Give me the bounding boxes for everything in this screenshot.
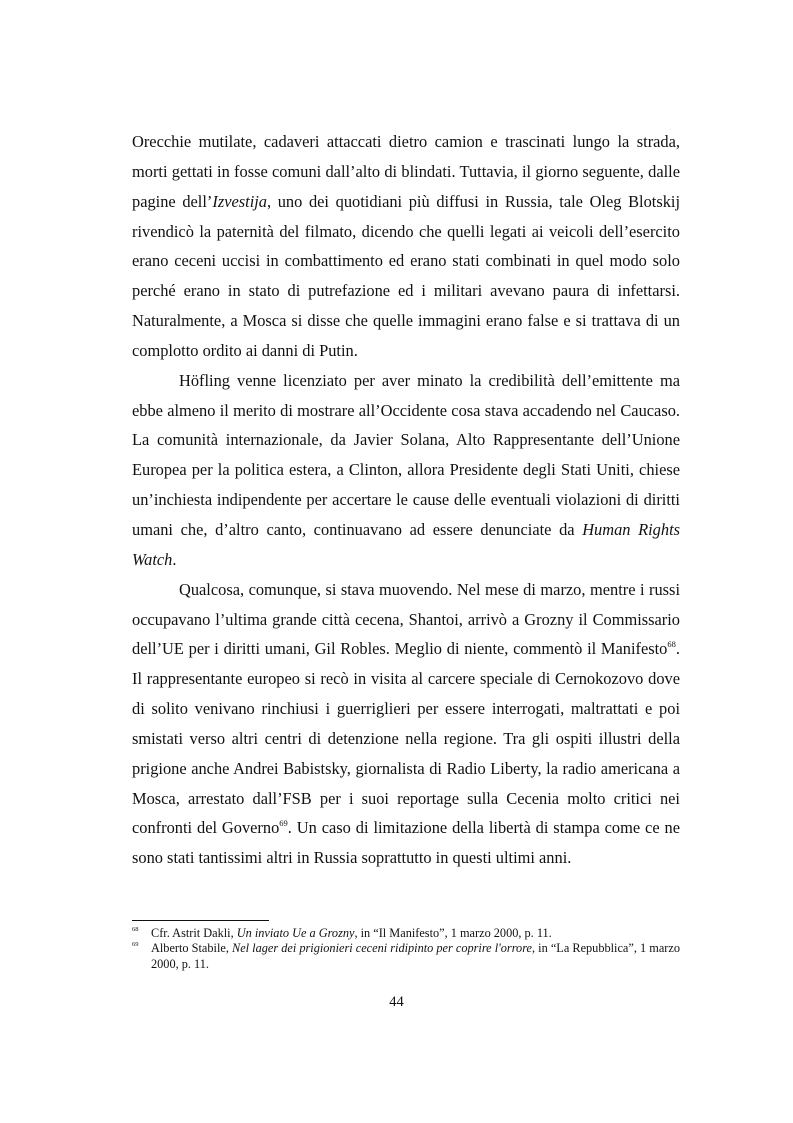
paragraph-3-text-a: Qualcosa, comunque, si stava muovendo. Nel mese di marzo, mentre i russi occupavano l’ultima grande città cecena, Shantoi, arrivò a Grozny il Commissario dell’UE per i diritti umani, Gil Robles. Meglio di niente, commentò il Manifesto: [132, 579, 680, 659]
paragraph-2-text-a: Höfling venne licenziato per aver minato la credibilità dell’emittente ma ebbe almeno il merito di mostrare all’Occidente cosa stava accadendo nel Caucaso. La comunità internazionale, da Javier Solana, Alto Rappresentante dell’Unione Europea per la politica estera, a Clinton, allora Presidente degli Stati Uniti, chiese un’inchiesta indipendente per accertare le cause delle eventuali violazioni di diritti umani che, d’altro canto, continuavano ad essere denunciate da: [132, 370, 680, 539]
body-text: [132, 127, 680, 873]
paragraph-3-text-c: . Un caso di limitazione della libertà di stampa come ce ne sono stati tantissimi altri in Russia soprattutto in questi ultimi anni.: [132, 818, 680, 868]
footnote-source: , in “Il Manifesto”, 1 marzo 2000, p. 11.: [354, 926, 552, 940]
newspaper-title-izvestija: Izvestija: [212, 191, 267, 211]
footnote-source: , in “La Repubblica”, 1 marzo 2000, p. 11.: [151, 941, 680, 971]
footnote-ref-68[interactable]: 68: [667, 639, 676, 650]
paragraph-2-text-b: .: [172, 549, 177, 569]
footnote-number: 68: [132, 926, 139, 933]
footnote-number: 69: [132, 941, 139, 949]
footnote-article-title: Un inviato Ue a Grozny: [236, 926, 355, 940]
organization-name-hrw: Human Rights Watch: [132, 519, 680, 569]
paragraph-1: [132, 127, 680, 366]
footnote-text: Alberto Stabile,: [151, 941, 232, 956]
paragraph-1-text-a: Orecchie mutilate, cadaveri attaccati dietro camion e trascinati lungo la strada, morti gettati in fosse comuni dall’alto di blindati. Tuttavia, il giorno seguente, dalle pagine dell’: [132, 132, 680, 211]
footnote-separator: [132, 920, 269, 921]
paragraph-1-text-b: , uno dei quotidiani più diffusi in Russia, tale Oleg Blotskij rivendicò la paternità del filmato, dicendo che quelli legati ai veicoli dell’esercito erano ceceni uccisi in combattimento ed erano stati combinati in quel modo solo perché erano in stato di putrefazione ed i militari avevano paura di infettarsi. Naturalmente, a Mosca si disse che quelle immagini erano false e si trattava di un complotto ordito ai danni di Putin.: [132, 191, 681, 360]
paragraph-3-text-b: . Il rappresentante europeo si recò in visita al carcere speciale di Cernokozovo dove di solito venivano rinchiusi i guerriglieri per essere interrogati, maltrattati e poi smistati verso altri centri di detenzione nella regione. Tra gli ospiti illustri della prigione anche Andrei Babistsky, giornalista di Radio Liberty, la radio americana a Mosca, arrestato dall’FSB per i suoi reportage sulla Cecenia molto critici nei confronti del Governo: [132, 639, 680, 838]
footnote-text: Cfr. Astrit Dakli,: [151, 926, 237, 940]
footnote-69: [132, 941, 680, 972]
page-number: 44: [389, 994, 404, 1010]
footnote-68: [132, 926, 680, 941]
paragraph-3: [132, 575, 680, 873]
paragraph-2: [132, 366, 680, 575]
footnote-ref-69[interactable]: 69: [279, 818, 288, 829]
footnotes: [132, 926, 680, 972]
footnote-article-title: Nel lager dei prigionieri ceceni ridipinto per coprire l'orrore: [232, 941, 532, 956]
